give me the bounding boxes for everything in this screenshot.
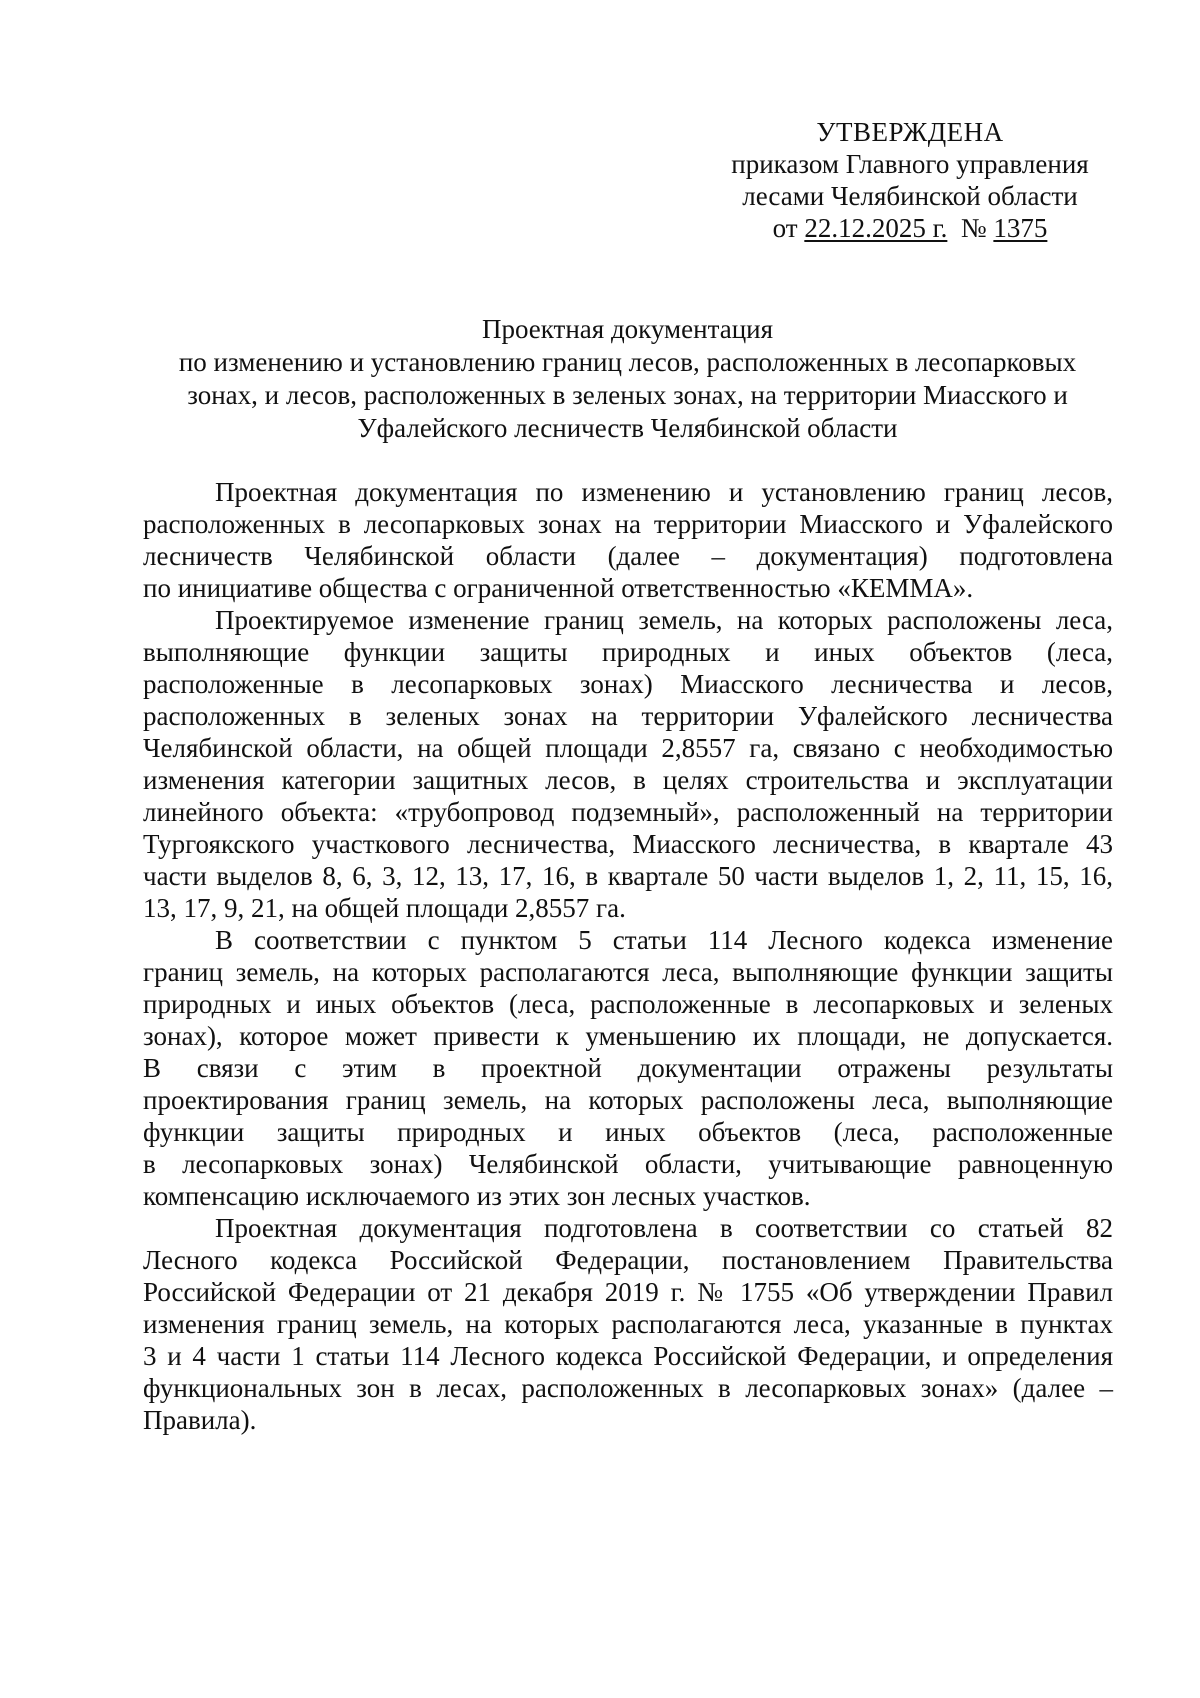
- approval-number-sign: №: [960, 213, 994, 243]
- approval-heading: УТВЕРЖДЕНА: [816, 117, 1004, 147]
- paragraph-line: выполняющие функции защиты природных и иных объектов (леса,: [143, 637, 1113, 667]
- title-line-2: по изменению и установлению границ лесов, расположенных в лесопарковых: [178, 347, 1077, 377]
- paragraph-line: зонах), которое может привести к уменьшению их площади, не допускается.: [143, 1021, 1113, 1051]
- approval-line-1: приказом Главного управления: [731, 149, 1089, 179]
- title-line-3: зонах, и лесов, расположенных в зеленых зонах, на территории Миасского и: [187, 380, 1068, 410]
- paragraph-line: изменения категории защитных лесов, в целях строительства и эксплуатации: [143, 765, 1113, 795]
- approval-line-2: лесами Челябинской области: [742, 181, 1078, 211]
- paragraph-line: Лесного кодекса Российской Федерации, постановлением Правительства: [143, 1245, 1113, 1275]
- paragraph: [143, 924, 1113, 1212]
- paragraph-line: границ земель, на которых располагаются леса, выполняющие функции защиты: [143, 957, 1113, 987]
- paragraph-line: 13, 17, 9, 21, на общей площади 2,8557 га.: [143, 893, 626, 923]
- paragraph-line: Тургоякского участкового лесничества, Миасского лесничества, в квартале 43: [143, 829, 1113, 859]
- approval-block: [700, 116, 1120, 244]
- paragraph-line: В соответствии с пунктом 5 статьи 114 Лесного кодекса изменение: [215, 925, 1113, 955]
- paragraph-line: Проектная документация по изменению и установлению границ лесов,: [215, 477, 1113, 507]
- paragraph: [143, 1212, 1113, 1436]
- paragraph-line: функциональных зон в лесах, расположенных в лесопарковых зонах» (далее –: [143, 1373, 1113, 1403]
- paragraph-line: Проектируемое изменение границ земель, на которых расположены леса,: [215, 605, 1113, 635]
- paragraph-line: линейного объекта: «трубопровод подземный», расположенный на территории: [143, 797, 1113, 827]
- paragraph-line: расположенных в лесопарковых зонах на территории Миасского и Уфалейского: [143, 509, 1113, 539]
- approval-date: 22.12.2025 г.: [804, 213, 948, 243]
- paragraph-line: Челябинской области, на общей площади 2,8557 га, связано с необходимостью: [143, 733, 1113, 763]
- paragraph: [143, 604, 1113, 924]
- paragraph-line: по инициативе общества с ограниченной ответственностью «КЕММА».: [143, 573, 974, 603]
- title-line-1: Проектная документация: [481, 314, 774, 344]
- document-body: [143, 476, 1113, 1436]
- paragraph-line: функции защиты природных и иных объектов (леса, расположенные: [143, 1117, 1113, 1147]
- approval-number: 1375: [993, 213, 1048, 243]
- approval-date-prefix: от: [772, 213, 805, 243]
- paragraph-line: расположенные в лесопарковых зонах) Миасского лесничества и лесов,: [143, 669, 1113, 699]
- paragraph-line: в лесопарковых зонах) Челябинской области, учитывающие равноценную: [143, 1149, 1113, 1179]
- paragraph-line: части выделов 8, 6, 3, 12, 13, 17, 16, в квартале 50 части выделов 1, 2, 11, 15, 16,: [143, 861, 1113, 891]
- paragraph: [143, 476, 1113, 604]
- paragraph-line: лесничеств Челябинской области (далее – документация) подготовлена: [143, 541, 1113, 571]
- paragraph-line: Правила).: [143, 1405, 257, 1435]
- document-title: [140, 313, 1115, 445]
- approval-date-line: [700, 212, 1120, 244]
- title-line-4: Уфалейского лесничеств Челябинской области: [357, 413, 898, 443]
- paragraph-line: Проектная документация подготовлена в соответствии со статьей 82: [215, 1213, 1113, 1243]
- paragraph-line: расположенных в зеленых зонах на территории Уфалейского лесничества: [143, 701, 1113, 731]
- paragraph-line: Российской Федерации от 21 декабря 2019 г. № 1755 «Об утверждении Правил: [143, 1277, 1113, 1307]
- paragraph-line: проектирования границ земель, на которых расположены леса, выполняющие: [143, 1085, 1113, 1115]
- paragraph-line: В связи с этим в проектной документации отражены результаты: [143, 1053, 1113, 1083]
- paragraph-line: компенсацию исключаемого из этих зон лесных участков.: [143, 1181, 811, 1211]
- paragraph-line: 3 и 4 части 1 статьи 114 Лесного кодекса Российской Федерации, и определения: [143, 1341, 1113, 1371]
- paragraph-line: природных и иных объектов (леса, расположенные в лесопарковых и зеленых: [143, 989, 1113, 1019]
- paragraph-line: изменения границ земель, на которых располагаются леса, указанные в пунктах: [143, 1309, 1113, 1339]
